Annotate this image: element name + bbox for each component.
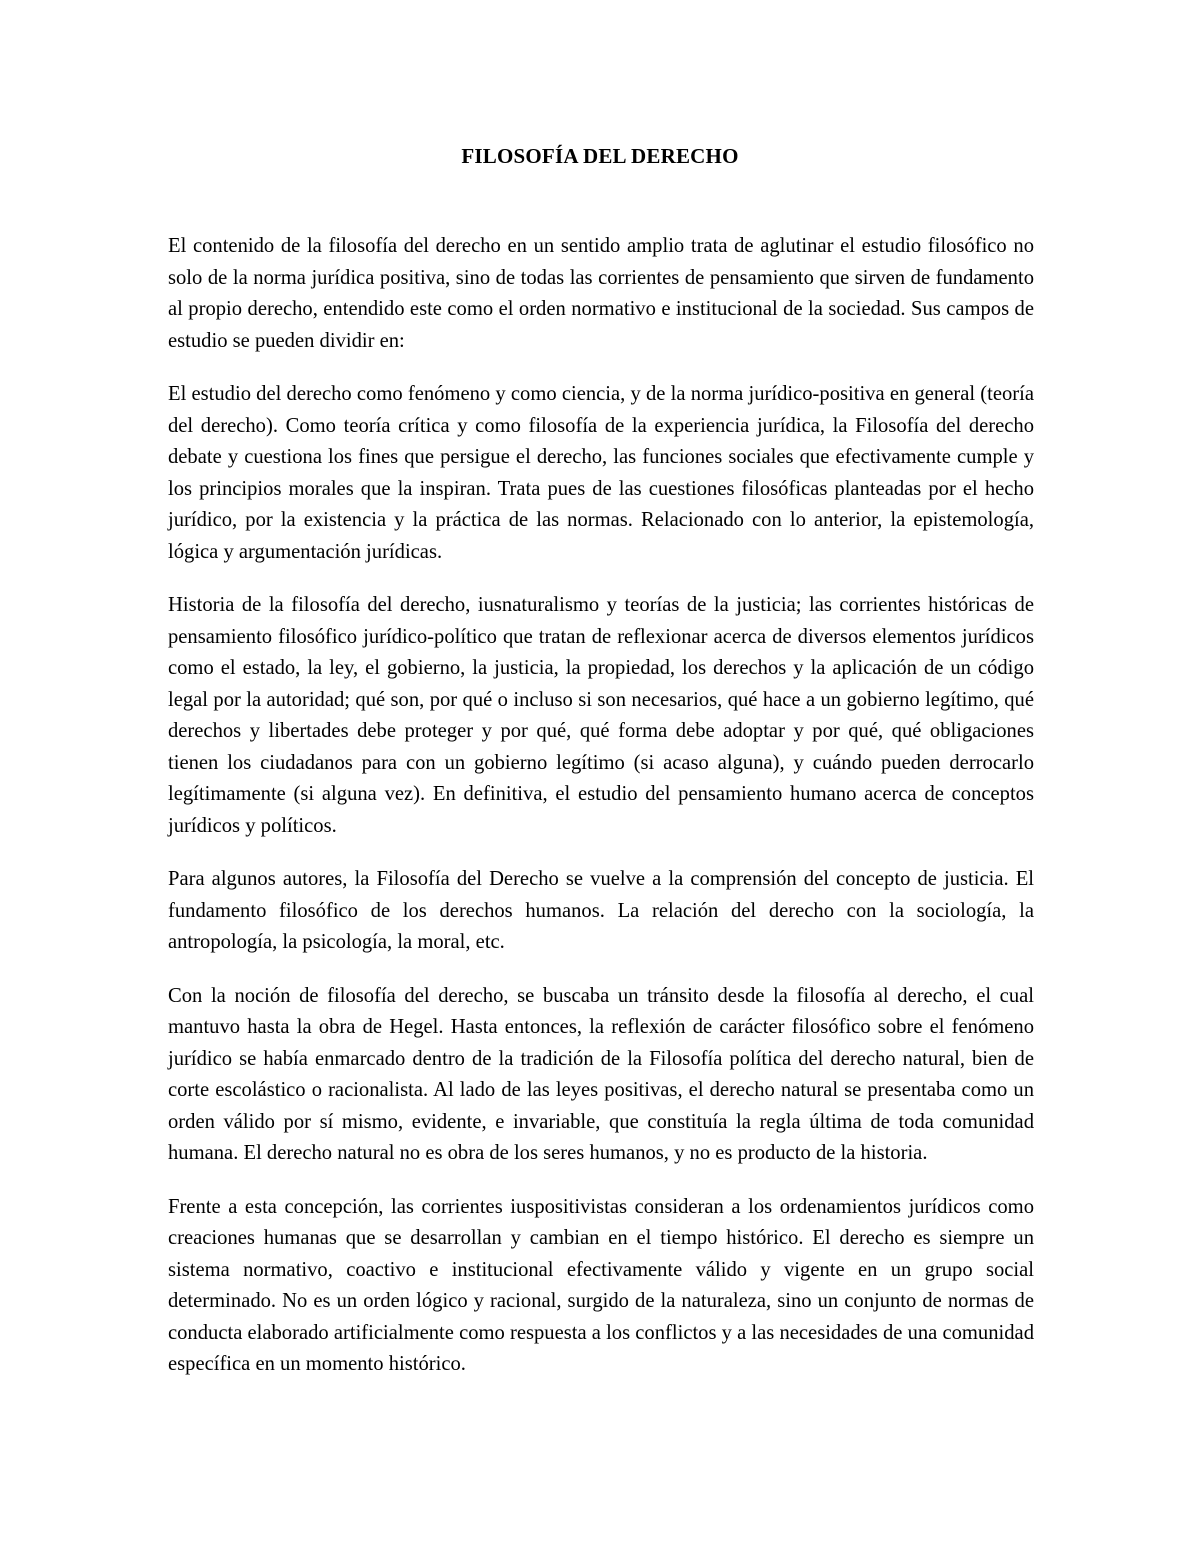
paragraph-6: Frente a esta concepción, las corrientes iuspositivistas consideran a los ordenamientos jurídicos como creaciones humanas que se desarrollan y cambian en el tiempo histórico. El derecho es siempre un sistema normativo, coactivo e institucional efectivamente válido y vigente en un grupo social determinado. No es un orden lógico y racional, surgido de la naturaleza, sino un conjunto de normas de conducta elaborado artificialmente como respuesta a los conflictos y a las necesidades de una comunidad específica en un momento histórico. <box>168 1195 1034 1375</box>
paragraph-4: Para algunos autores, la Filosofía del Derecho se vuelve a la comprensión del concepto de justicia. El fundamento filosófico de los derechos humanos. La relación del derecho con la sociología, la antropología, la psicología, la moral, etc. <box>168 868 1034 953</box>
paragraph-5: Con la noción de filosofía del derecho, se buscaba un tránsito desde la filosofía al derecho, el cual mantuvo hasta la obra de Hegel. Hasta entonces, la reflexión de carácter filosófico sobre el fenómeno jurídico se había enmarcado dentro de la tradición de la Filosofía política del derecho natural, bien de corte escolástico o racionalista. Al lado de las leyes positivas, el derecho natural se presentaba como un orden válido por sí mismo, evidente, e invariable, que constituía la regla última de toda comunidad humana. El derecho natural no es obra de los seres humanos, y no es producto de la historia. <box>168 984 1034 1164</box>
page-title: FILOSOFÍA DEL DERECHO <box>461 144 739 168</box>
paragraph-3: Historia de la filosofía del derecho, iusnaturalismo y teorías de la justicia; las corrientes históricas de pensamiento filosófico jurídico-político que tratan de reflexionar acerca de diversos elementos jurídicos como el estado, la ley, el gobierno, la justicia, la propiedad, los derechos y la aplicación de un código legal por la autoridad; qué son, por qué o incluso si son necesarios, qué hace a un gobierno legítimo, qué derechos y libertades debe proteger y por qué, qué forma debe adoptar y por qué, qué obligaciones tienen los ciudadanos para con un gobierno legítimo (si acaso alguna), y cuándo pueden derrocarlo legítimamente (si alguna vez). En definitiva, el estudio del pensamiento humano acerca de conceptos jurídicos y políticos. <box>168 594 1034 837</box>
paragraph-2: El estudio del derecho como fenómeno y como ciencia, y de la norma jurídico-positiva en general (teoría del derecho). Como teoría crítica y como filosofía de la experiencia jurídica, la Filosofía del derecho debate y cuestiona los fines que persigue el derecho, las funciones sociales que efectivamente cumple y los principios morales que la inspiran. Trata pues de las cuestiones filosóficas planteadas por el hecho jurídico, por la existencia y la práctica de las normas. Relacionado con lo anterior, la epistemología, lógica y argumentación jurídicas. <box>168 383 1034 563</box>
document-body <box>168 231 1034 1403</box>
paragraph-1: El contenido de la filosofía del derecho en un sentido amplio trata de aglutinar el estudio filosófico no solo de la norma jurídica positiva, sino de todas las corrientes de pensamiento que sirven de fundamento al propio derecho, entendido este como el orden normativo e institucional de la sociedad. Sus campos de estudio se pueden dividir en: <box>168 235 1034 352</box>
